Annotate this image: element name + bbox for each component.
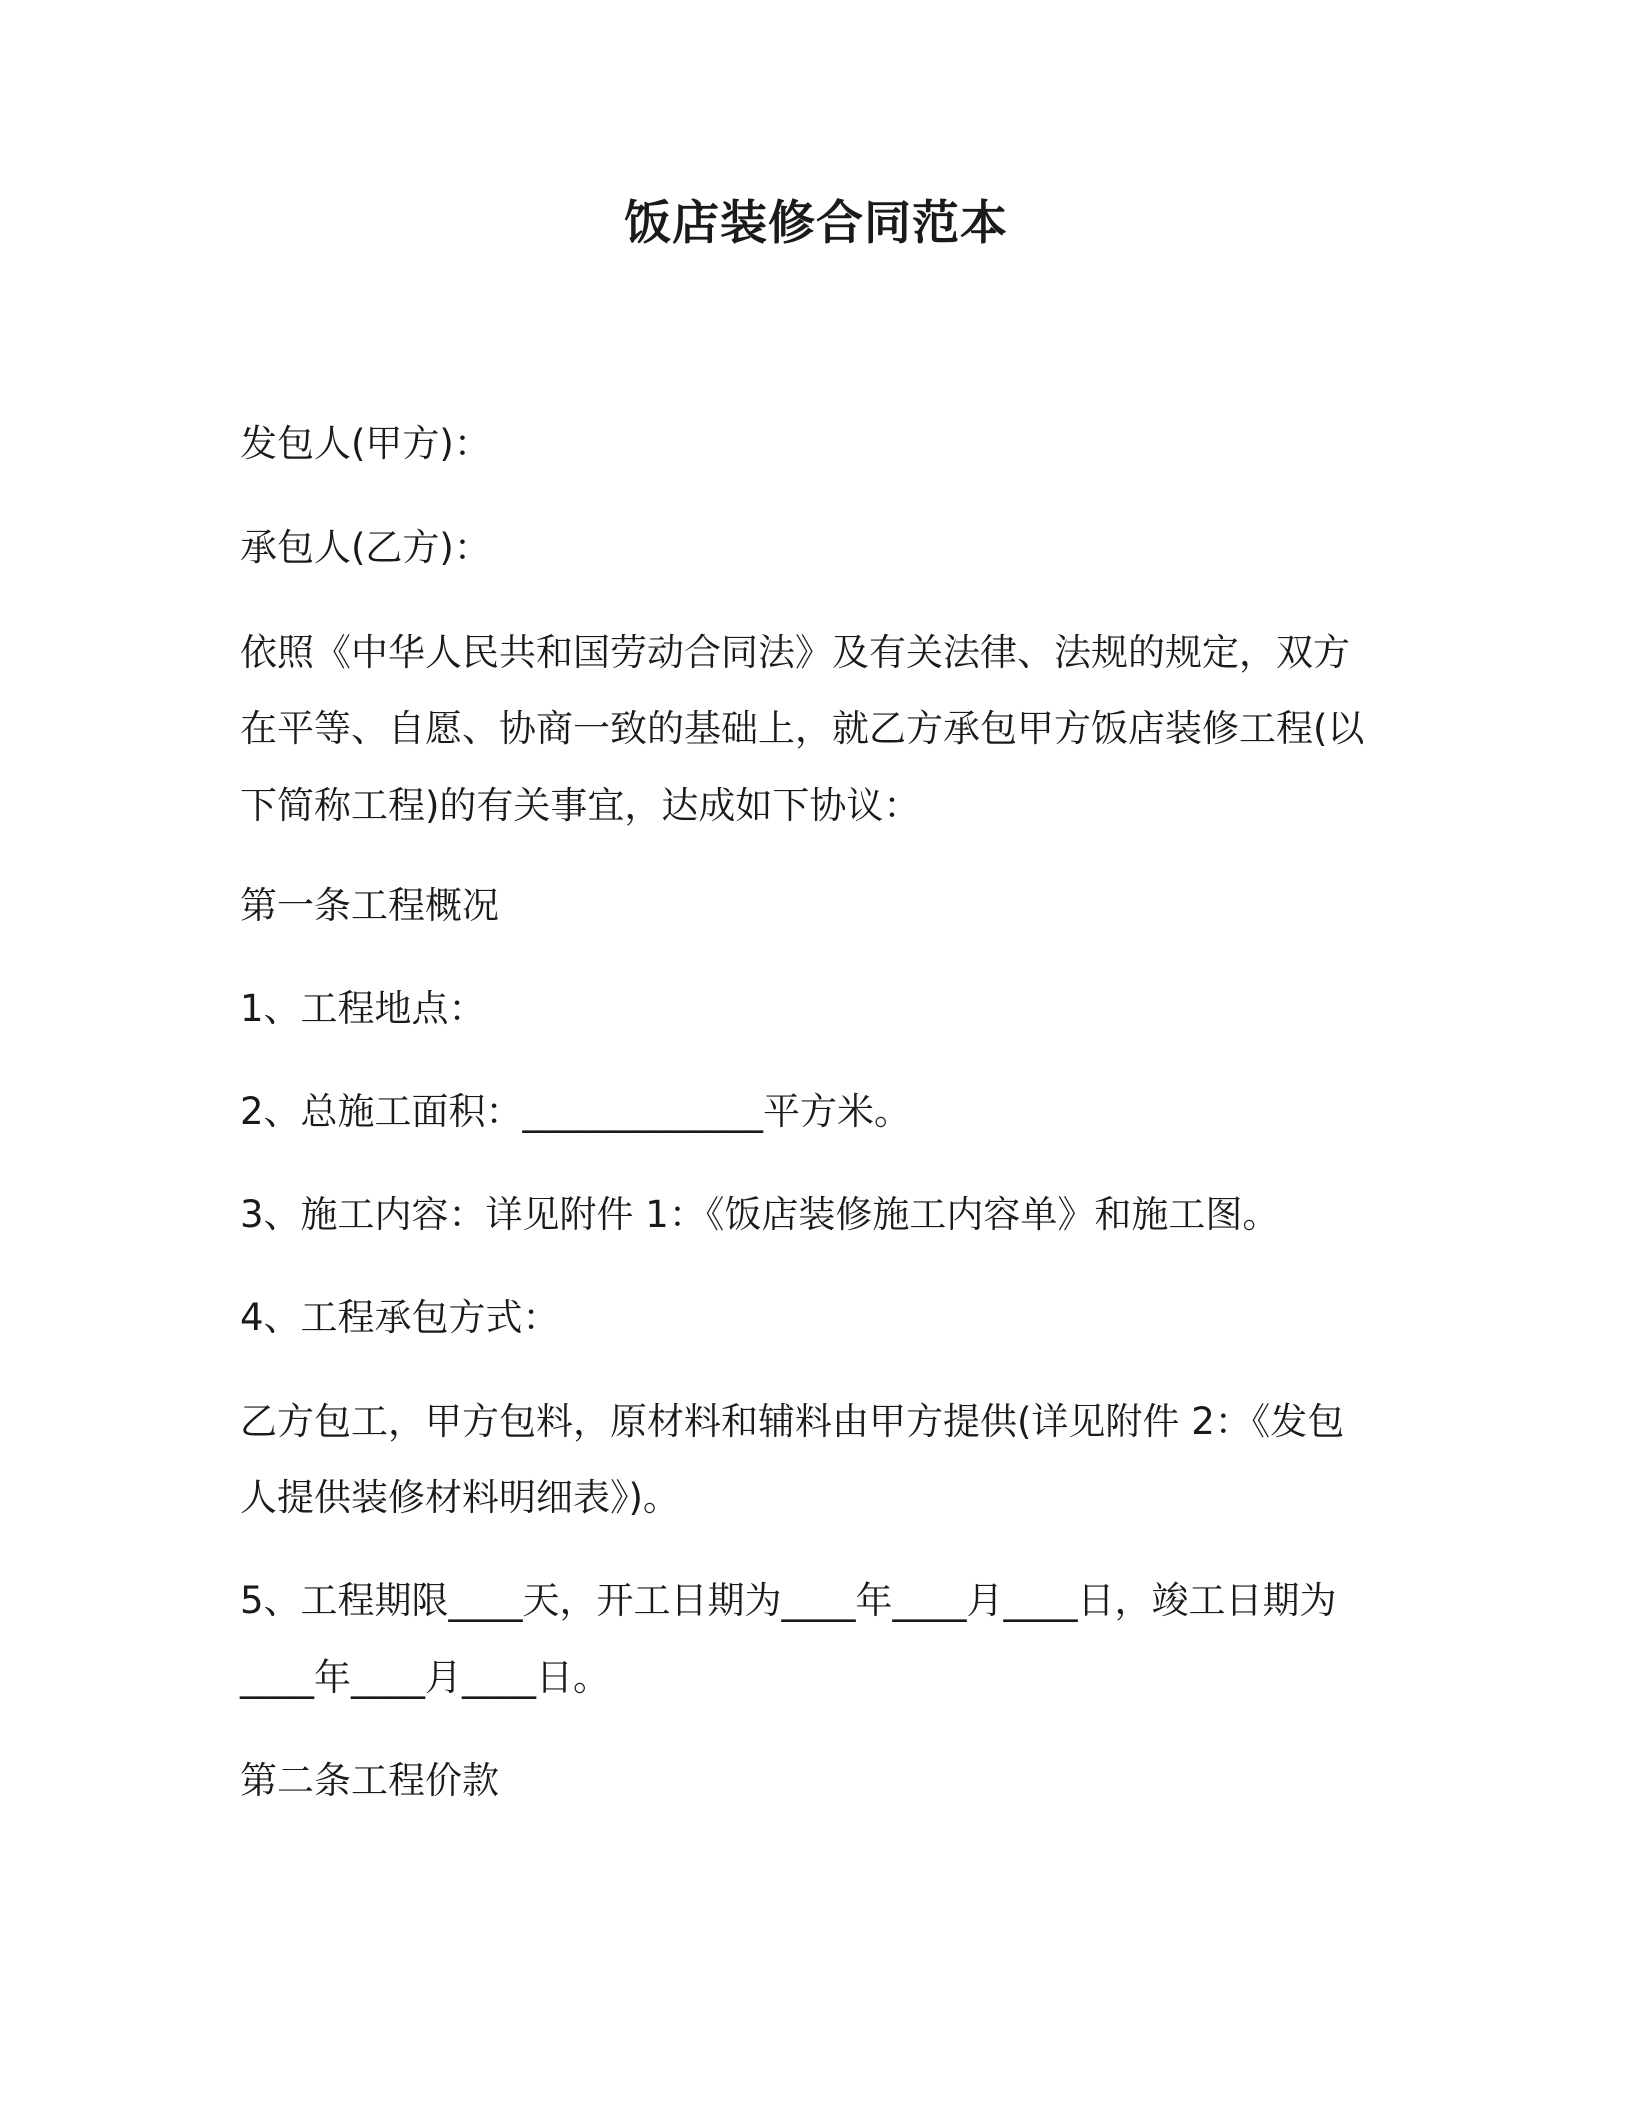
article-2-heading: 第二条工程价款 (240, 1759, 499, 1802)
article-1-heading: 第一条工程概况 (240, 884, 499, 927)
party-a-line: 发包人(甲方)： (240, 422, 491, 465)
clause-5-period-line-1: 5、工程期限____天，开工日期为____年____月____日，竣工日期为 (240, 1579, 1337, 1622)
clause-1-location: 1、工程地点： (240, 987, 486, 1030)
clause-3-content: 3、施工内容：详见附件 1：《饭店装修施工内容单》和施工图。 (240, 1193, 1280, 1236)
document-title: 饭店装修合同范本 (624, 196, 1008, 251)
party-b-line: 承包人(乙方)： (240, 526, 491, 569)
clause-5-period-line-2: ____年____月____日。 (240, 1656, 610, 1699)
preamble-line-1: 依照《中华人民共和国劳动合同法》及有关法律、法规的规定，双方 (240, 631, 1350, 674)
method-detail-line-1: 乙方包工，甲方包料，原材料和辅料由甲方提供(详见附件 2：《发包 (240, 1400, 1345, 1443)
clause-4-method: 4、工程承包方式： (240, 1296, 560, 1339)
preamble-line-2: 在平等、自愿、协商一致的基础上，就乙方承包甲方饭店装修工程(以 (240, 707, 1365, 750)
preamble-line-3: 下简称工程)的有关事宜，达成如下协议： (240, 784, 921, 827)
method-detail-line-2: 人提供装修材料明细表》)。 (240, 1476, 680, 1519)
clause-2-area: 2、总施工面积：_____________平方米。 (240, 1090, 912, 1133)
